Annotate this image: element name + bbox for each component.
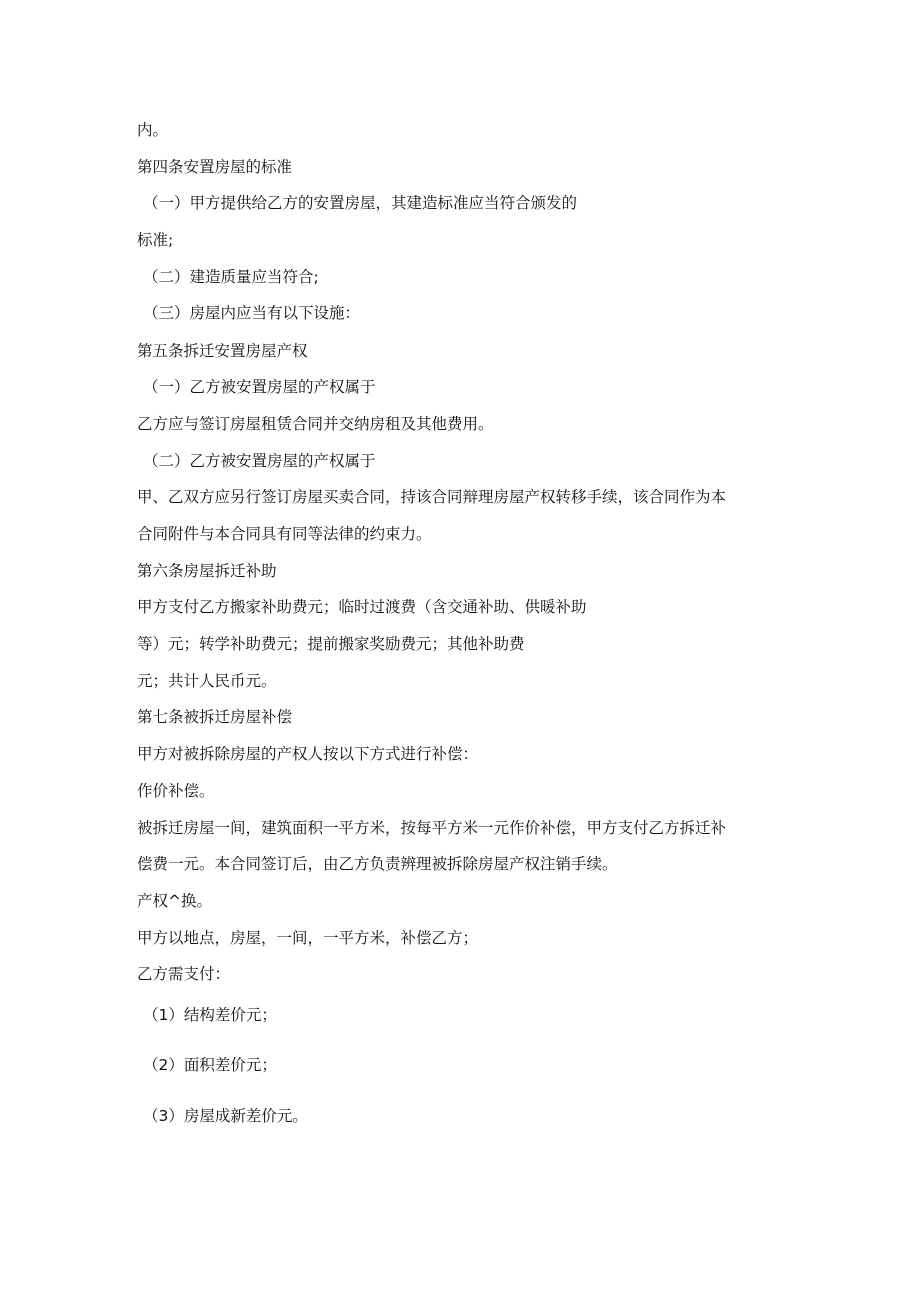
text-line: 偿费一元。本合同签订后，由乙方负责辨理被拆除房屋产权注销手续。 xyxy=(137,855,618,873)
text-line: 甲方支付乙方搬家补助费元；临时过渡费（含交通补助、供暖补助 xyxy=(137,598,587,616)
text-line: 内。 xyxy=(137,121,169,139)
text-line: 乙方应与签订房屋租赁合同并交纳房租及其他费用。 xyxy=(137,415,494,433)
text-line: 等）元；转学补助费元；提前搬家奖励费元；其他补助费 xyxy=(137,635,525,653)
text-line: （二）建造质量应当符合; xyxy=(143,268,319,286)
text-line: 甲方对被拆除房屋的产权人按以下方式进行补偿： xyxy=(137,745,479,763)
text-line: （二）乙方被安置房屋的产权属于 xyxy=(143,452,376,470)
text-line: （三）房屋内应当有以下设施： xyxy=(143,304,361,322)
list-item: （2）面积差价元； xyxy=(143,1056,277,1074)
text-line: 甲方以地点，房屋，一间，一平方米，补偿乙方； xyxy=(137,929,479,947)
list-item: （3）房屋成新差价元。 xyxy=(143,1107,308,1125)
text-line: 合同附件与本合同具有同等法律的约束力。 xyxy=(137,525,432,543)
text-line: 产权^换。 xyxy=(137,892,212,910)
section-heading: 第六条房屋拆迁补助 xyxy=(137,562,277,580)
list-item: （1）结构差价元； xyxy=(143,1006,277,1024)
text-line: 标准; xyxy=(137,231,174,249)
section-heading: 第五条拆迁安置房屋产权 xyxy=(137,342,308,360)
section-heading: 第七条被拆迁房屋补偿 xyxy=(137,708,293,726)
text-line: 甲、乙双方应另行签订房屋买卖合同，持该合同辩理房屋产权转移手续，该合同作为本 xyxy=(137,488,727,506)
text-line: 作价补偿。 xyxy=(137,782,215,800)
section-heading: 第四条安置房屋的标准 xyxy=(137,158,293,176)
text-line: （一）甲方提供给乙方的安置房屋，其建造标准应当符合颁发的 xyxy=(143,194,578,212)
text-line: 元；共计人民币元。 xyxy=(137,672,277,690)
text-line: （一）乙方被安置房屋的产权属于 xyxy=(143,378,376,396)
text-line: 乙方需支付： xyxy=(137,965,231,983)
text-line: 被拆迁房屋一间，建筑面积一平方米，按每平方米一元作价补偿，甲方支付乙方拆迁补 xyxy=(137,819,727,837)
